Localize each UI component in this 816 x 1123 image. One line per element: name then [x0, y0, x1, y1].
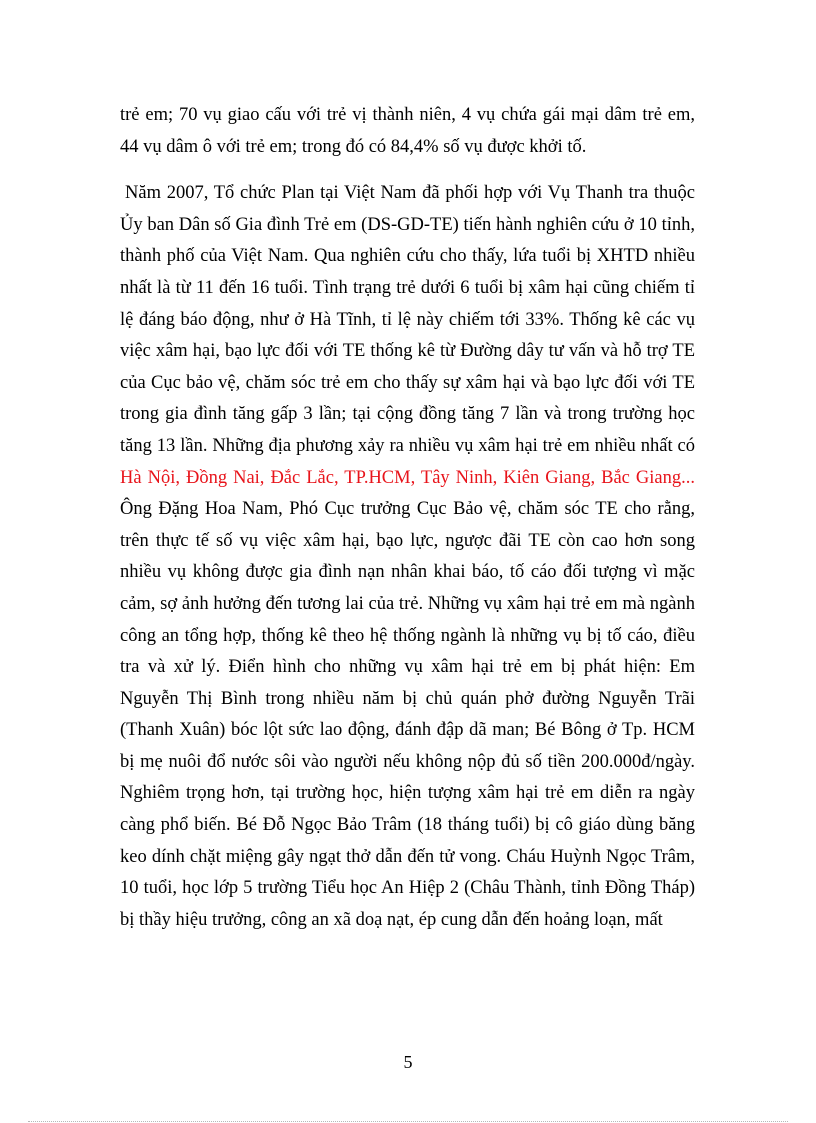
- document-body: [120, 100, 695, 936]
- paragraph-2-text-before: Năm 2007, Tổ chức Plan tại Việt Nam đã phối hợp với Vụ Thanh tra thuộc Ủy ban Dân số Gia đình Trẻ em (DS-GD-TE) tiến hành nghiên cứu ở 10 tỉnh, thành phố của Việt Nam. Qua nghiên cứu cho thấy, lứa tuổi bị XHTD nhiều nhất là từ 11 đến 16 tuổi. Tình trạng trẻ dưới 6 tuổi bị xâm hại cũng chiếm tỉ lệ đáng báo động, như ở Hà Tĩnh, tỉ lệ này chiếm tới 33%. Thống kê các vụ việc xâm hại, bạo lực đối với TE thống kê từ Đường dây tư vấn và hỗ trợ TE của Cục bảo vệ, chăm sóc trẻ em cho thấy sự xâm hại và bạo lực đối với TE trong gia đình tăng gấp 3 lần; tại cộng đồng tăng 7 lần và trong trường học tăng 13 lần. Những địa phương xảy ra nhiều vụ xâm hại trẻ em nhiều nhất có: [120, 183, 695, 456]
- page-bottom-divider: [28, 1121, 788, 1122]
- paragraph-2: [120, 178, 695, 936]
- paragraph-1-text: trẻ em; 70 vụ giao cấu với trẻ vị thành niên, 4 vụ chứa gái mại dâm trẻ em, 44 vụ dâm ô với trẻ em; trong đó có 84,4% số vụ được khởi tố.: [120, 105, 695, 157]
- page-number: 5: [403, 1052, 413, 1072]
- paragraph-1: [120, 100, 695, 163]
- paragraph-2-text-after: Ông Đặng Hoa Nam, Phó Cục trưởng Cục Bảo vệ, chăm sóc TE cho rằng, trên thực tế số vụ việc xâm hại, bạo lực, ngược đãi TE còn cao hơn song nhiều vụ không được gia đình nạn nhân khai báo, tố cáo đối tượng vì mặc cảm, sợ ảnh hưởng đến tương lai của trẻ. Những vụ xâm hại trẻ em mà ngành công an tổng hợp, thống kê theo hệ thống ngành là những vụ bị tố cáo, điều tra và xử lý. Điển hình cho những vụ xâm hại trẻ em bị phát hiện: Em Nguyễn Thị Bình trong nhiều năm bị chủ quán phở đường Nguyễn Trãi (Thanh Xuân) bóc lột sức lao động, đánh đập dã man; Bé Bông ở Tp. HCM bị mẹ nuôi đổ nước sôi vào người nếu không nộp đủ số tiền 200.000đ/ngày. Nghiêm trọng hơn, tại trường học, hiện tượng xâm hại trẻ em diễn ra ngày càng phổ biến. Bé Đỗ Ngọc Bảo Trâm (18 tháng tuổi) bị cô giáo dùng băng keo dính chặt miệng gây ngạt thở dẫn đến tử vong. Cháu Huỳnh Ngọc Trâm, 10 tuổi, học lớp 5 trường Tiểu học An Hiệp 2 (Châu Thành, tỉnh Đồng Tháp) bị thầy hiệu trưởng, công an xã doạ nạt, ép cung dẫn đến hoảng loạn, mất: [120, 499, 695, 930]
- highlighted-provinces: Hà Nội, Đồng Nai, Đắc Lắc, TP.HCM, Tây Ninh, Kiên Giang, Bắc Giang...: [120, 467, 695, 488]
